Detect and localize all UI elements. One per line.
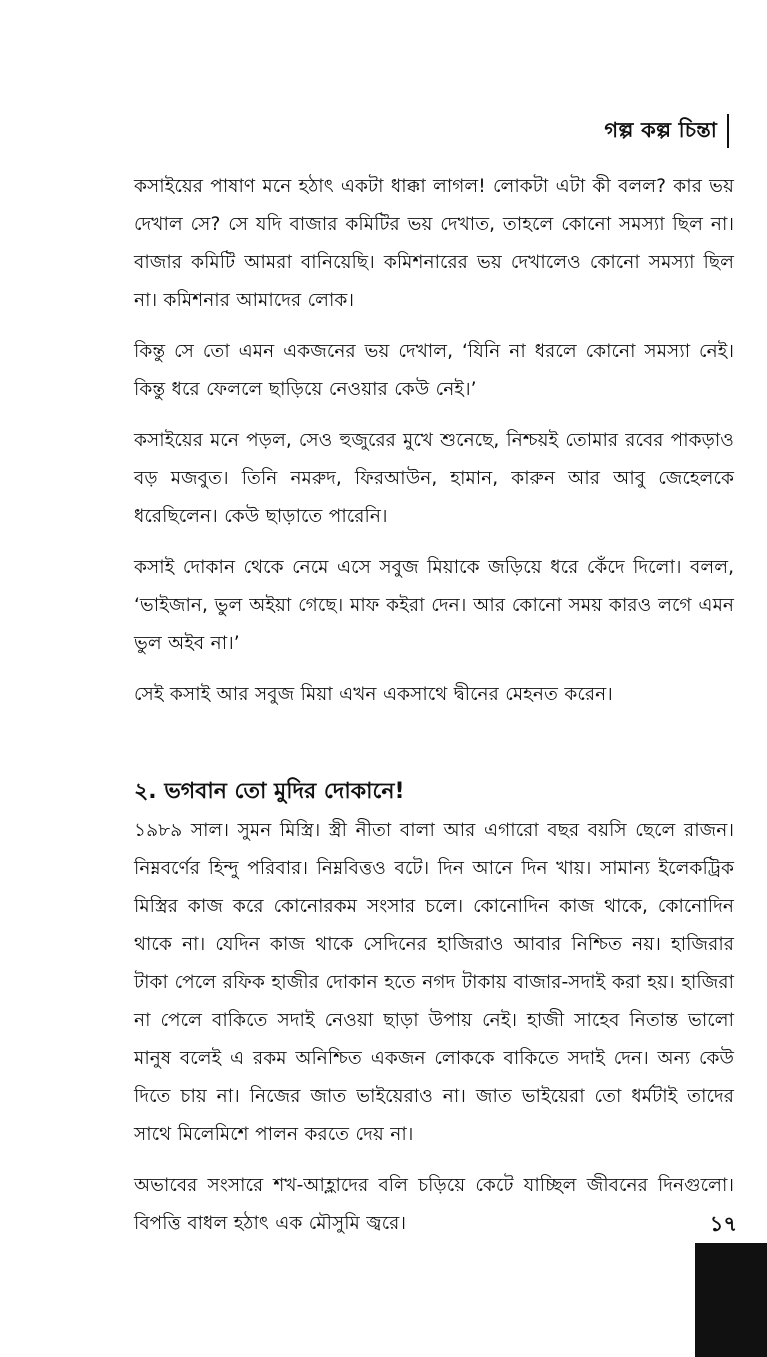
header-divider [727, 114, 729, 148]
page-number: ১৭ [709, 1212, 737, 1236]
page-body [134, 168, 734, 1256]
body-paragraph: কসাইয়ের পাষাণ মনে হঠাৎ একটা ধাক্কা লাগল! লোকটা এটা কী বলল? কার ভয় দেখাল সে? সে যদি বাজার কমিটির ভয় দেখাত, তাহলে কোনো সমস্যা ছিল না। বাজার কমিটি আমরা বানিয়েছি। কমিশনারের ভয় দেখালেও কোনো সমস্যা ছিল না। কমিশনার আমাদের লোক। [134, 176, 734, 311]
body-paragraph: কসাই দোকান থেকে নেমে এসে সবুজ মিয়াকে জড়িয়ে ধরে কেঁদে দিলো। বলল, ‘ভাইজান, ভুল অইয়া গেছে। মাফ কইরা দেন। আর কোনো সময় কারও লগে এমন ভুল অইব না।’ [134, 557, 734, 654]
body-paragraph: কিন্তু সে তো এমন একজনের ভয় দেখাল, ‘যিনি না ধরলে কোনো সমস্যা নেই। কিন্তু ধরে ফেললে ছাড়িয়ে নেওয়ার কেউ নেই।’ [134, 341, 734, 400]
section-heading: ২. ভগবান তো মুদির দোকানে! [134, 779, 405, 804]
book-title: গল্প কল্প চিন্তা [604, 117, 717, 142]
body-paragraph: কসাইয়ের মনে পড়ল, সেও হুজুরের মুখে শুনেছে, নিশ্চয়ই তোমার রবের পাকড়াও বড় মজবুত। তিনি নমরুদ, ফিরআউন, হামান, কারুন আর আবু জেহেলকে ধরেছিলেন। কেউ ছাড়াতে পারেনি। [134, 430, 734, 527]
body-paragraph: সেই কসাই আর সবুজ মিয়া এখন একসাথে দ্বীনের মেহনত করেন। [134, 684, 613, 705]
section-paragraph: ১৯৮৯ সাল। সুমন মিস্ত্রি। স্ত্রী নীতা বালা আর এগারো বছর বয়সি ছেলে রাজন। নিম্নবর্ণের হিন্দু পরিবার। নিম্নবিত্তও বটে। দিন আনে দিন খায়। সামান্য ইলেকট্রিক মিস্ত্রির কাজ করে কোনোরকম সংসার চলে। কোনোদিন কাজ থাকে, কোনোদিন থাকে না। যেদিন কাজ থাকে সেদিনের হাজিরাও আবার নিশ্চিত নয়। হাজিরার টাকা পেলে রফিক হাজীর দোকান হতে নগদ টাকায় বাজার-সদাই করা হয়। হাজিরা না পেলে বাকিতে সদাই নেওয়া ছাড়া উপায় নেই। হাজী সাহেব নিতান্ত ভালো মানুষ বলেই এ রকম অনিশ্চিত একজন লোককে বাকিতে সদাই দেন। অন্য কেউ দিতে চায় না। নিজের জাত ভাইয়েরাও না। জাত ভাইয়েরা তো ধর্মটাই তাদের সাথে মিলেমিশে পালন করতে দেয় না। [134, 820, 734, 1145]
thumb-index-tab [695, 1243, 767, 1357]
section-paragraph: অভাবের সংসারে শখ-আহ্লাদের বলি চড়িয়ে কেটে যাচ্ছিল জীবনের দিনগুলো। বিপত্তি বাধল হঠাৎ এক মৌসুমি জ্বরে। [134, 1175, 734, 1234]
running-header [604, 114, 729, 148]
